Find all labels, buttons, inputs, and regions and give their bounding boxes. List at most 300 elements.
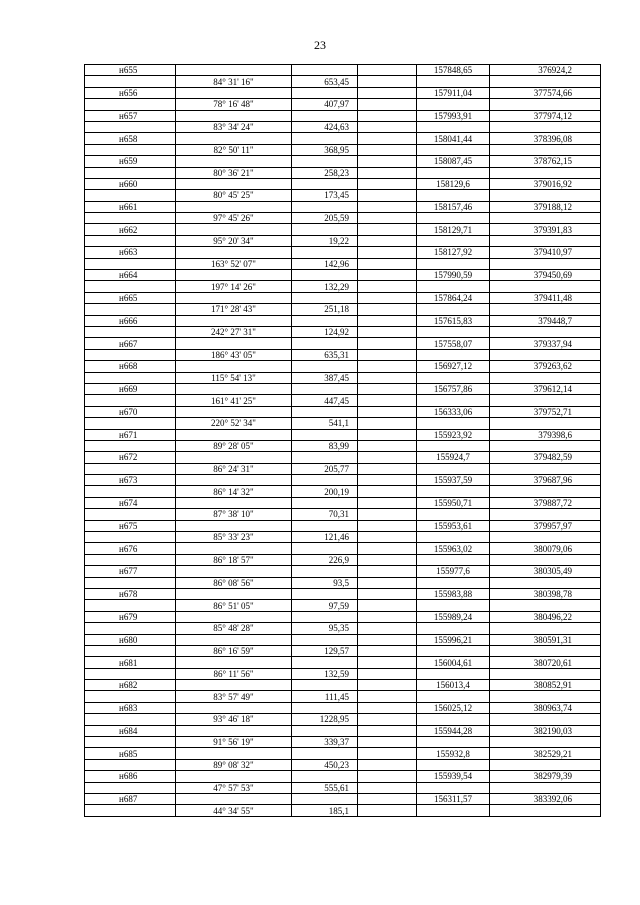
y-coordinate-cell <box>490 737 601 748</box>
point-row <box>85 224 601 235</box>
distance-cell: 653,45 <box>292 76 358 87</box>
empty-cell <box>358 737 417 748</box>
point-row <box>85 406 601 417</box>
empty-cell <box>358 588 417 599</box>
point-name-cell <box>85 782 176 793</box>
x-coordinate-cell <box>417 440 490 451</box>
x-coordinate-cell: 155924,7 <box>417 452 490 463</box>
y-coordinate-cell: 379612,14 <box>490 383 601 394</box>
segment-row <box>85 99 601 110</box>
y-coordinate-cell: 379337,94 <box>490 338 601 349</box>
empty-cell <box>358 190 417 201</box>
x-coordinate-cell: 155923,92 <box>417 429 490 440</box>
point-row <box>85 178 601 189</box>
angle-cell: 82° 50' 11" <box>176 144 292 155</box>
x-coordinate-cell <box>417 691 490 702</box>
empty-cell <box>358 486 417 497</box>
x-coordinate-cell: 155983,88 <box>417 588 490 599</box>
angle-cell: 171° 28' 43" <box>176 304 292 315</box>
y-coordinate-cell: 383392,06 <box>490 794 601 805</box>
segment-row <box>85 440 601 451</box>
y-coordinate-cell: 379411,48 <box>490 292 601 303</box>
point-row <box>85 680 601 691</box>
y-coordinate-cell: 380963,74 <box>490 702 601 713</box>
y-coordinate-cell <box>490 258 601 269</box>
distance-cell: 111,45 <box>292 691 358 702</box>
y-coordinate-cell: 379450,69 <box>490 270 601 281</box>
y-coordinate-cell: 382979,39 <box>490 771 601 782</box>
empty-cell <box>358 566 417 577</box>
x-coordinate-cell <box>417 463 490 474</box>
empty-cell <box>358 87 417 98</box>
point-name-cell <box>85 190 176 201</box>
segment-row <box>85 463 601 474</box>
x-coordinate-cell: 155996,21 <box>417 634 490 645</box>
x-coordinate-cell: 157848,65 <box>417 65 490 76</box>
segment-row <box>85 76 601 87</box>
distance-cell <box>292 201 358 212</box>
x-coordinate-cell <box>417 144 490 155</box>
x-coordinate-cell <box>417 645 490 656</box>
angle-cell <box>176 178 292 189</box>
x-coordinate-cell: 155977,6 <box>417 566 490 577</box>
point-name-cell <box>85 440 176 451</box>
x-coordinate-cell <box>417 326 490 337</box>
empty-cell <box>358 65 417 76</box>
angle-cell <box>176 406 292 417</box>
point-name-cell <box>85 213 176 224</box>
x-coordinate-cell <box>417 782 490 793</box>
distance-cell <box>292 475 358 486</box>
point-name-cell: н667 <box>85 338 176 349</box>
point-name-cell <box>85 486 176 497</box>
angle-cell <box>176 566 292 577</box>
angle-cell: 86° 14' 32" <box>176 486 292 497</box>
point-name-cell: н676 <box>85 543 176 554</box>
empty-cell <box>358 110 417 121</box>
empty-cell <box>358 475 417 486</box>
angle-cell <box>176 771 292 782</box>
y-coordinate-cell: 379016,92 <box>490 178 601 189</box>
x-coordinate-cell: 155932,8 <box>417 748 490 759</box>
y-coordinate-cell: 380720,61 <box>490 657 601 668</box>
empty-cell <box>358 554 417 565</box>
angle-cell <box>176 270 292 281</box>
point-name-cell <box>85 167 176 178</box>
x-coordinate-cell <box>417 213 490 224</box>
distance-cell: 258,23 <box>292 167 358 178</box>
distance-cell <box>292 178 358 189</box>
angle-cell: 93° 46' 18" <box>176 714 292 725</box>
distance-cell <box>292 452 358 463</box>
point-name-cell: н659 <box>85 156 176 167</box>
point-row <box>85 315 601 326</box>
distance-cell <box>292 566 358 577</box>
point-row <box>85 201 601 212</box>
empty-cell <box>358 304 417 315</box>
angle-cell: 95° 20' 34" <box>176 235 292 246</box>
empty-cell <box>358 338 417 349</box>
point-name-cell: н661 <box>85 201 176 212</box>
empty-cell <box>358 577 417 588</box>
empty-cell <box>358 281 417 292</box>
y-coordinate-cell <box>490 668 601 679</box>
point-name-cell: н665 <box>85 292 176 303</box>
x-coordinate-cell <box>417 486 490 497</box>
point-name-cell: н686 <box>85 771 176 782</box>
distance-cell: 541,1 <box>292 418 358 429</box>
segment-row <box>85 691 601 702</box>
y-coordinate-cell <box>490 213 601 224</box>
x-coordinate-cell <box>417 190 490 201</box>
distance-cell <box>292 133 358 144</box>
angle-cell: 85° 48' 28" <box>176 623 292 634</box>
point-name-cell: н685 <box>85 748 176 759</box>
point-name-cell: н684 <box>85 725 176 736</box>
distance-cell: 368,95 <box>292 144 358 155</box>
point-name-cell <box>85 304 176 315</box>
angle-cell <box>176 224 292 235</box>
x-coordinate-cell: 156927,12 <box>417 361 490 372</box>
point-row <box>85 383 601 394</box>
distance-cell: 447,45 <box>292 395 358 406</box>
table-body <box>85 65 601 817</box>
distance-cell: 185,1 <box>292 805 358 816</box>
distance-cell <box>292 771 358 782</box>
angle-cell <box>176 338 292 349</box>
x-coordinate-cell <box>417 167 490 178</box>
x-coordinate-cell <box>417 509 490 520</box>
empty-cell <box>358 725 417 736</box>
segment-row <box>85 668 601 679</box>
segment-row <box>85 486 601 497</box>
segment-row <box>85 281 601 292</box>
y-coordinate-cell <box>490 486 601 497</box>
angle-cell <box>176 110 292 121</box>
distance-cell <box>292 270 358 281</box>
empty-cell <box>358 418 417 429</box>
y-coordinate-cell: 379752,71 <box>490 406 601 417</box>
x-coordinate-cell <box>417 304 490 315</box>
y-coordinate-cell <box>490 349 601 360</box>
angle-cell <box>176 315 292 326</box>
point-name-cell: н672 <box>85 452 176 463</box>
segment-row <box>85 600 601 611</box>
y-coordinate-cell: 379263,62 <box>490 361 601 372</box>
distance-cell <box>292 110 358 121</box>
distance-cell <box>292 680 358 691</box>
empty-cell <box>358 178 417 189</box>
angle-cell: 80° 36' 21" <box>176 167 292 178</box>
distance-cell <box>292 224 358 235</box>
point-row <box>85 156 601 167</box>
empty-cell <box>358 201 417 212</box>
distance-cell: 124,92 <box>292 326 358 337</box>
empty-cell <box>358 600 417 611</box>
angle-cell <box>176 680 292 691</box>
point-name-cell <box>85 258 176 269</box>
distance-cell <box>292 65 358 76</box>
angle-cell: 78° 16' 48" <box>176 99 292 110</box>
point-row <box>85 748 601 759</box>
empty-cell <box>358 395 417 406</box>
segment-row <box>85 144 601 155</box>
y-coordinate-cell <box>490 326 601 337</box>
x-coordinate-cell: 155953,61 <box>417 520 490 531</box>
y-coordinate-cell <box>490 99 601 110</box>
distance-cell: 226,9 <box>292 554 358 565</box>
y-coordinate-cell <box>490 805 601 816</box>
angle-cell: 89° 08' 32" <box>176 759 292 770</box>
x-coordinate-cell: 156013,4 <box>417 680 490 691</box>
segment-row <box>85 577 601 588</box>
angle-cell: 86° 11' 56" <box>176 668 292 679</box>
distance-cell: 205,77 <box>292 463 358 474</box>
point-row <box>85 247 601 258</box>
distance-cell: 121,46 <box>292 532 358 543</box>
distance-cell: 339,37 <box>292 737 358 748</box>
distance-cell: 97,59 <box>292 600 358 611</box>
y-coordinate-cell: 380852,91 <box>490 680 601 691</box>
distance-cell <box>292 520 358 531</box>
angle-cell: 86° 51' 05" <box>176 600 292 611</box>
point-row <box>85 270 601 281</box>
angle-cell <box>176 133 292 144</box>
distance-cell: 129,57 <box>292 645 358 656</box>
point-name-cell <box>85 235 176 246</box>
distance-cell: 19,22 <box>292 235 358 246</box>
segment-row <box>85 418 601 429</box>
y-coordinate-cell: 377574,66 <box>490 87 601 98</box>
y-coordinate-cell <box>490 121 601 132</box>
angle-cell: 97° 45' 26" <box>176 213 292 224</box>
angle-cell <box>176 201 292 212</box>
distance-cell <box>292 315 358 326</box>
angle-cell: 47° 57' 53" <box>176 782 292 793</box>
x-coordinate-cell: 158087,45 <box>417 156 490 167</box>
empty-cell <box>358 349 417 360</box>
y-coordinate-cell: 377974,12 <box>490 110 601 121</box>
distance-cell <box>292 543 358 554</box>
y-coordinate-cell <box>490 759 601 770</box>
x-coordinate-cell: 156025,12 <box>417 702 490 713</box>
point-name-cell <box>85 737 176 748</box>
angle-cell <box>176 520 292 531</box>
x-coordinate-cell <box>417 600 490 611</box>
empty-cell <box>358 782 417 793</box>
empty-cell <box>358 657 417 668</box>
point-name-cell: н658 <box>85 133 176 144</box>
angle-cell <box>176 292 292 303</box>
empty-cell <box>358 668 417 679</box>
distance-cell: 173,45 <box>292 190 358 201</box>
empty-cell <box>358 76 417 87</box>
point-name-cell <box>85 463 176 474</box>
distance-cell <box>292 611 358 622</box>
distance-cell: 142,96 <box>292 258 358 269</box>
empty-cell <box>358 805 417 816</box>
x-coordinate-cell: 155937,59 <box>417 475 490 486</box>
y-coordinate-cell <box>490 577 601 588</box>
angle-cell <box>176 611 292 622</box>
y-coordinate-cell: 382529,21 <box>490 748 601 759</box>
point-name-cell <box>85 600 176 611</box>
distance-cell <box>292 725 358 736</box>
angle-cell <box>176 361 292 372</box>
empty-cell <box>358 213 417 224</box>
x-coordinate-cell: 158041,44 <box>417 133 490 144</box>
angle-cell: 83° 57' 49" <box>176 691 292 702</box>
point-name-cell <box>85 668 176 679</box>
point-name-cell: н657 <box>85 110 176 121</box>
y-coordinate-cell: 380079,06 <box>490 543 601 554</box>
segment-row <box>85 714 601 725</box>
segment-row <box>85 554 601 565</box>
empty-cell <box>358 645 417 656</box>
angle-cell: 84° 31' 16" <box>176 76 292 87</box>
distance-cell: 407,97 <box>292 99 358 110</box>
distance-cell <box>292 87 358 98</box>
distance-cell: 251,18 <box>292 304 358 315</box>
angle-cell <box>176 383 292 394</box>
point-name-cell <box>85 326 176 337</box>
empty-cell <box>358 714 417 725</box>
distance-cell: 555,61 <box>292 782 358 793</box>
angle-cell <box>176 634 292 645</box>
segment-row <box>85 235 601 246</box>
empty-cell <box>358 634 417 645</box>
x-coordinate-cell: 155939,54 <box>417 771 490 782</box>
distance-cell: 424,63 <box>292 121 358 132</box>
distance-cell: 200,19 <box>292 486 358 497</box>
point-name-cell: н677 <box>85 566 176 577</box>
distance-cell: 635,31 <box>292 349 358 360</box>
x-coordinate-cell <box>417 577 490 588</box>
x-coordinate-cell <box>417 532 490 543</box>
y-coordinate-cell: 380398,78 <box>490 588 601 599</box>
y-coordinate-cell <box>490 304 601 315</box>
empty-cell <box>358 680 417 691</box>
x-coordinate-cell <box>417 668 490 679</box>
empty-cell <box>358 315 417 326</box>
point-name-cell: н681 <box>85 657 176 668</box>
empty-cell <box>358 440 417 451</box>
empty-cell <box>358 292 417 303</box>
point-row <box>85 361 601 372</box>
y-coordinate-cell <box>490 372 601 383</box>
point-name-cell: н678 <box>85 588 176 599</box>
point-name-cell <box>85 714 176 725</box>
point-name-cell: н656 <box>85 87 176 98</box>
x-coordinate-cell <box>417 623 490 634</box>
point-row <box>85 65 601 76</box>
point-name-cell: н687 <box>85 794 176 805</box>
empty-cell <box>358 144 417 155</box>
angle-cell <box>176 247 292 258</box>
y-coordinate-cell <box>490 144 601 155</box>
segment-row <box>85 623 601 634</box>
point-name-cell: н662 <box>85 224 176 235</box>
angle-cell <box>176 794 292 805</box>
empty-cell <box>358 691 417 702</box>
point-name-cell: н669 <box>85 383 176 394</box>
angle-cell: 197° 14' 26" <box>176 281 292 292</box>
distance-cell <box>292 292 358 303</box>
angle-cell <box>176 429 292 440</box>
point-name-cell <box>85 623 176 634</box>
distance-cell: 70,31 <box>292 509 358 520</box>
point-name-cell <box>85 395 176 406</box>
empty-cell <box>358 429 417 440</box>
point-row <box>85 725 601 736</box>
y-coordinate-cell <box>490 691 601 702</box>
angle-cell: 86° 18' 57" <box>176 554 292 565</box>
angle-cell: 86° 08' 56" <box>176 577 292 588</box>
y-coordinate-cell: 382190,03 <box>490 725 601 736</box>
empty-cell <box>358 326 417 337</box>
point-row <box>85 429 601 440</box>
y-coordinate-cell <box>490 554 601 565</box>
x-coordinate-cell: 157993,91 <box>417 110 490 121</box>
empty-cell <box>358 497 417 508</box>
angle-cell <box>176 543 292 554</box>
point-name-cell <box>85 372 176 383</box>
angle-cell <box>176 657 292 668</box>
empty-cell <box>358 702 417 713</box>
empty-cell <box>358 520 417 531</box>
x-coordinate-cell <box>417 418 490 429</box>
x-coordinate-cell: 157990,59 <box>417 270 490 281</box>
page-number: 23 <box>314 38 326 52</box>
point-name-cell <box>85 805 176 816</box>
point-name-cell <box>85 281 176 292</box>
point-name-cell: н682 <box>85 680 176 691</box>
angle-cell: 83° 34' 24" <box>176 121 292 132</box>
angle-cell <box>176 452 292 463</box>
x-coordinate-cell <box>417 805 490 816</box>
y-coordinate-cell: 378762,15 <box>490 156 601 167</box>
angle-cell <box>176 65 292 76</box>
empty-cell <box>358 361 417 372</box>
x-coordinate-cell: 158129,6 <box>417 178 490 189</box>
segment-row <box>85 213 601 224</box>
distance-cell <box>292 634 358 645</box>
segment-row <box>85 645 601 656</box>
y-coordinate-cell: 380591,31 <box>490 634 601 645</box>
point-row <box>85 133 601 144</box>
y-coordinate-cell <box>490 714 601 725</box>
distance-cell <box>292 406 358 417</box>
y-coordinate-cell: 379410,97 <box>490 247 601 258</box>
point-row <box>85 611 601 622</box>
x-coordinate-cell <box>417 281 490 292</box>
angle-cell <box>176 725 292 736</box>
point-name-cell <box>85 577 176 588</box>
point-name-cell: н666 <box>85 315 176 326</box>
angle-cell: 85° 33' 23" <box>176 532 292 543</box>
empty-cell <box>358 509 417 520</box>
segment-row <box>85 167 601 178</box>
empty-cell <box>358 748 417 759</box>
segment-row <box>85 372 601 383</box>
point-name-cell: н668 <box>85 361 176 372</box>
y-coordinate-cell <box>490 190 601 201</box>
y-coordinate-cell <box>490 281 601 292</box>
segment-row <box>85 190 601 201</box>
point-row <box>85 657 601 668</box>
angle-cell: 44° 34' 55" <box>176 805 292 816</box>
distance-cell: 1228,95 <box>292 714 358 725</box>
